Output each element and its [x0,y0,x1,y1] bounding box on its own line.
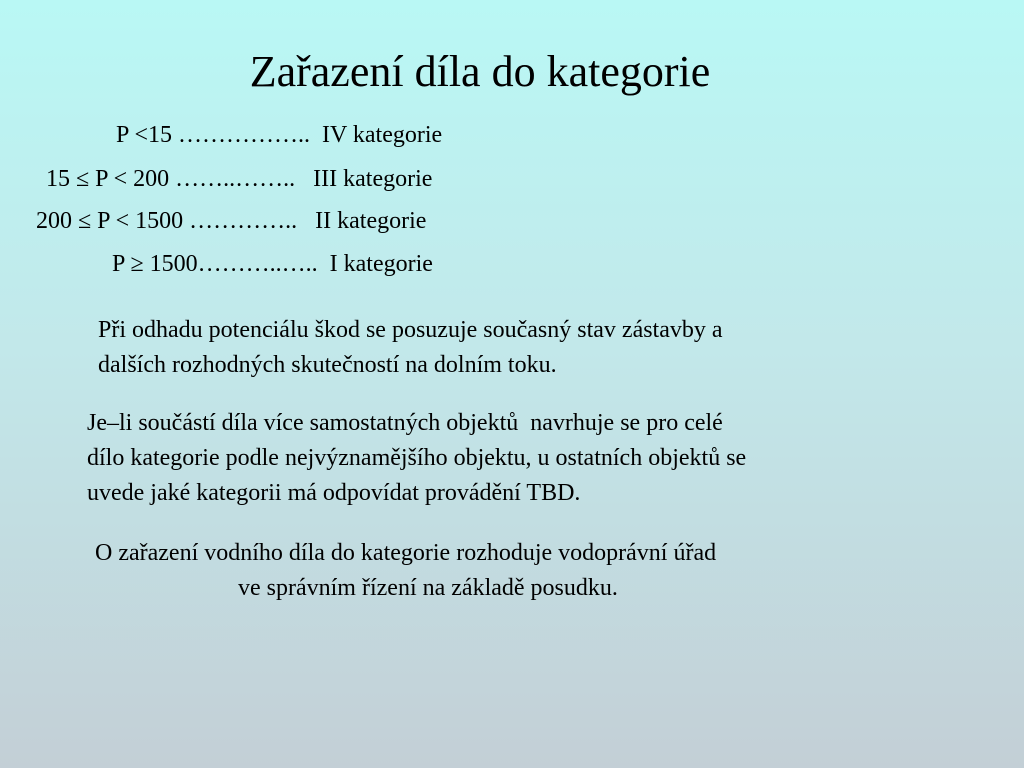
paragraph-authority-decision [95,536,716,606]
slide-title: Zařazení díla do kategorie [249,47,711,96]
category-row-iii: 15 ≤ P < 200 ……..…….. III kategorie [46,166,433,192]
paragraph-line: Je–li součástí díla více samostatných objektů navrhuje se pro celé [87,410,723,436]
category-row-iv: P <15 …………….. IV kategorie [116,122,443,148]
paragraph-damage-assessment [98,313,723,383]
paragraph-multiple-objects [87,406,746,511]
paragraph-line: dílo kategorie podle nejvýznamějšího objektu, u ostatních objektů se [87,445,747,471]
paragraph-line: uvede jaké kategorii má odpovídat provádění TBD. [87,480,581,506]
category-row-ii: 200 ≤ P < 1500 ………….. II kategorie [36,208,427,234]
category-row-i: P ≥ 1500………..….. I kategorie [112,251,433,277]
paragraph-line: dalších rozhodných skutečností na dolním toku. [98,352,557,378]
paragraph-line: O zařazení vodního díla do kategorie rozhoduje vodoprávní úřad [95,540,717,566]
paragraph-line: Při odhadu potenciálu škod se posuzuje současný stav zástavby a [98,317,723,343]
paragraph-line: ve správním řízení na základě posudku. [238,575,618,601]
